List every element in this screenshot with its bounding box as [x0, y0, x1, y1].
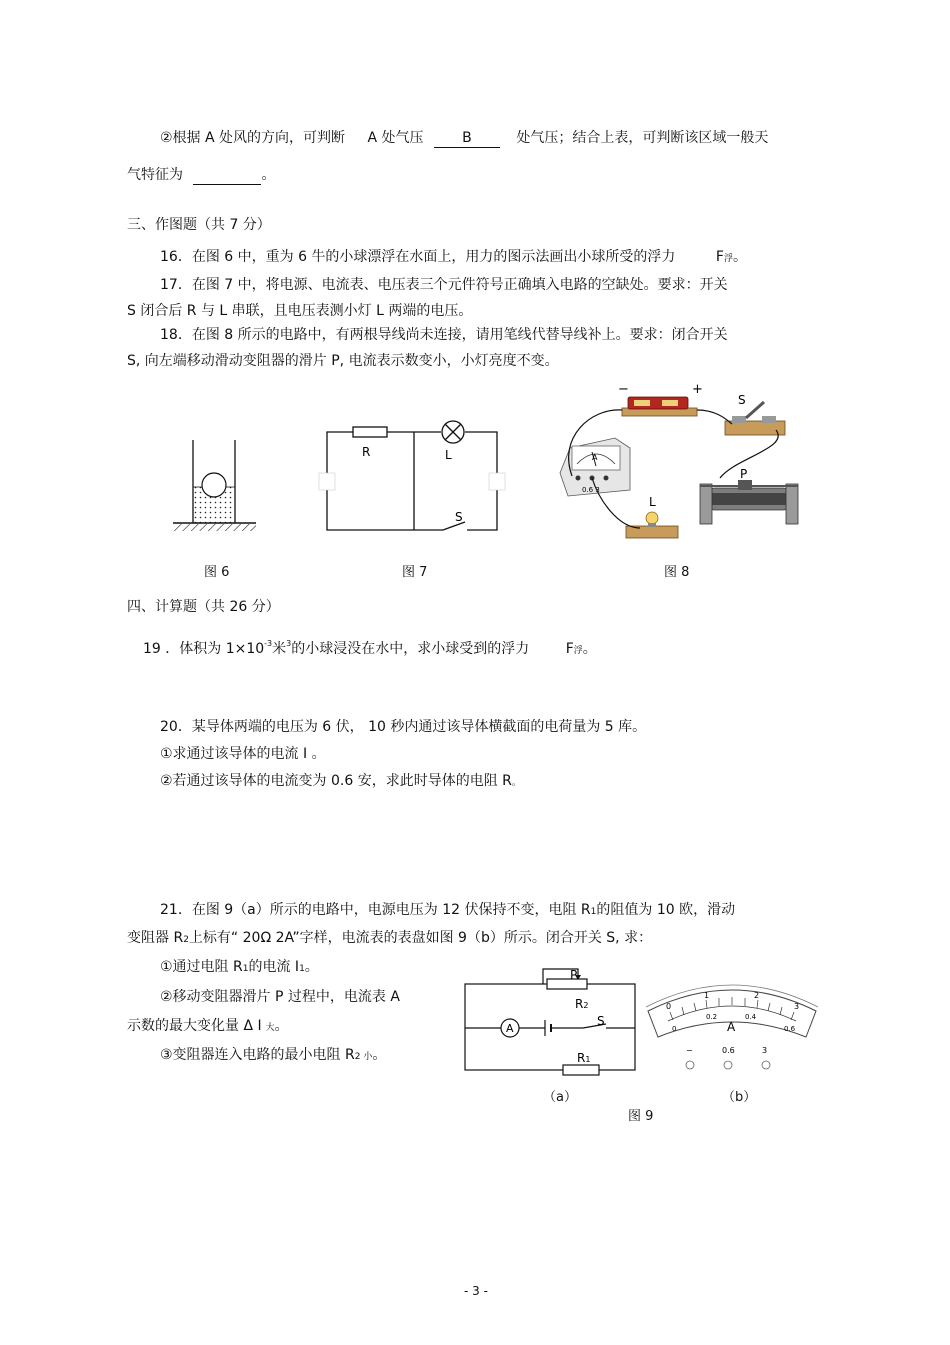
fig8-terminals: 0.6 3 — [582, 486, 600, 494]
dial-top-3: 3 — [794, 1002, 800, 1011]
q16-symbol: F — [715, 249, 724, 265]
dial-top-1: 1 — [704, 991, 710, 1000]
q15-line2-text: 气特征为 — [127, 167, 183, 183]
fig9a-label-R1: R1 — [577, 1051, 591, 1065]
q19-end: 。 — [582, 641, 597, 657]
q21-item1-text-b: 的电流 I — [248, 959, 300, 975]
fig9-caption: 图 9 — [628, 1109, 654, 1124]
q21-item1-text: ①通过电阻 R — [160, 959, 243, 975]
fig8-label-S: S — [738, 393, 746, 407]
fig9a-label-S: S — [597, 1014, 605, 1028]
floating-ball — [202, 473, 226, 497]
fig8-caption: 图 8 — [664, 565, 690, 580]
q18-line1: 18．在图 8 所示的电路中，有两根导线尚未连接，请用笔线代替导线补上。要求：闭合开关 — [160, 327, 728, 343]
fig9b-label: （b） — [722, 1090, 757, 1105]
q21-item2b — [127, 1017, 289, 1037]
q15-line2-end: 。 — [261, 167, 276, 183]
q15-line1 — [160, 129, 768, 148]
fig8-label-L: L — [649, 495, 656, 509]
figure-9b-ammeter-dial — [642, 977, 822, 1079]
terminal-3: 3 — [762, 1046, 768, 1055]
q20-line3 — [160, 772, 521, 792]
q20-line3-text: ②若通过该导体的电流变为 0.6 安，求此时导体的电阻 R — [160, 773, 512, 789]
q19-sub: 浮 — [573, 646, 583, 656]
figure-8 — [550, 378, 810, 546]
fig8-ammeter-A: A — [592, 453, 598, 462]
rheostat-R2 — [547, 979, 587, 989]
q21-line2-text-b: 上标有“ 20Ω 2A”字样，电流表的表盘如图 9（b）所示。闭合开关 S, 求： — [188, 930, 653, 946]
q21-item2b-end: 。 — [274, 1018, 289, 1034]
fig7-label-S: S — [455, 510, 463, 524]
q19-text-c: 的小球浸没在水中，求小球受到的浮力 — [291, 641, 530, 657]
lamp-holder — [626, 512, 678, 538]
q17-line2: S 闭合后 R 与 L 串联，且电压表测小灯 L 两端的电压。 — [127, 303, 473, 319]
figure-6 — [168, 435, 260, 540]
q21-line2 — [127, 929, 652, 949]
figure-7 — [315, 418, 515, 536]
resistor-R — [353, 427, 387, 437]
q21-line2-sub: 2 — [183, 935, 189, 945]
rheostat — [700, 480, 798, 524]
q21-item2: ②移动变阻器滑片 P 过程中，电流表 A — [160, 989, 400, 1005]
dial-unit-A: A — [727, 1020, 736, 1034]
dial-top-0: 0 — [666, 1002, 672, 1011]
q20-line1: 20．某导体两端的电压为 6 伏， 10 秒内通过该导体横截面的电荷量为 5 库。 — [160, 719, 647, 735]
terminal-0-6: 0.6 — [722, 1046, 735, 1055]
q19-exp1: -3 — [264, 639, 273, 648]
dial-bottom-0: 0 — [672, 1025, 677, 1033]
q18-line2: S, 向左端移动滑动变阻器的滑片 P, 电流表示数变小，小灯亮度不变。 — [127, 353, 559, 369]
q21-line1-sub: 1 — [590, 907, 597, 917]
fig8-minus: − — [618, 382, 629, 397]
section4-heading: 四、计算题（共 26 分） — [127, 599, 280, 615]
battery — [622, 397, 697, 416]
page-number: - 3 - — [464, 1284, 488, 1298]
q21-line1-text: 21．在图 9（a）所示的电路中，电源电压为 12 伏保持不变，电阻 R — [160, 902, 591, 918]
fig9a-label-A: A — [506, 1022, 514, 1035]
q15-blank-weather — [193, 166, 261, 185]
q16 — [160, 248, 747, 268]
q20-line3-end: 。 — [511, 778, 521, 788]
fig9a-label-R2: R2 — [575, 997, 589, 1011]
q15-text-a: ②根据 A 处风的方向，可判断 — [160, 130, 346, 146]
figure-9a — [458, 964, 643, 1076]
dial-bottom-3: 0.6 — [784, 1025, 796, 1033]
q21-item1-sub2: 1 — [299, 964, 305, 974]
q17-line1: 17．在图 7 中，将电源、电流表、电压表三个元件符号正确填入电路的空缺处。要求：开关 — [160, 277, 728, 293]
fig7-label-L: L — [445, 448, 452, 462]
q19 — [143, 635, 597, 660]
fig7-caption: 图 7 — [402, 565, 428, 580]
q21-line1 — [160, 901, 735, 921]
q16-end: 。 — [732, 249, 747, 265]
q19-symbol: F — [565, 641, 574, 657]
q16-sub: 浮 — [723, 254, 733, 264]
q21-line2-text: 变阻器 R — [127, 930, 184, 946]
section3-heading: 三、作图题（共 7 分） — [127, 217, 271, 233]
q15-blank-answer: B — [434, 129, 500, 148]
q20-line2: ①求通过该导体的电流 I 。 — [160, 746, 326, 762]
fig8-plus: + — [692, 382, 703, 397]
q21-item1-sub: 1 — [242, 964, 249, 974]
q21-item1 — [160, 958, 319, 978]
terminal-minus: − — [686, 1046, 693, 1055]
q21-item3-end: 。 — [372, 1047, 387, 1063]
q21-item3 — [160, 1046, 386, 1066]
q19-text-a: 19 ．体积为 1×10 — [143, 641, 265, 657]
dial-top-2: 2 — [754, 991, 760, 1000]
q21-item1-end: 。 — [304, 959, 319, 975]
dial-bottom-1: 0.2 — [706, 1013, 718, 1021]
q16-text: 16．在图 6 中，重为 6 牛的小球漂浮在水面上，用力的图示法画出小球所受的浮力 — [160, 249, 676, 265]
fig8-label-P: P — [740, 467, 748, 481]
resistor-R1 — [563, 1065, 599, 1075]
q21-item2b-text: 示数的最大变化量 Δ I — [127, 1018, 262, 1034]
q15-text-c: 处气压；结合上表，可判断该区域一般天 — [516, 130, 769, 146]
q21-item3-text: ③变阻器连入电路的最小电阻 R — [160, 1047, 355, 1063]
fig9a-label: （a） — [543, 1090, 577, 1105]
q21-line1-text-b: 的阻值为 10 欧，滑动 — [596, 902, 736, 918]
fig6-caption: 图 6 — [204, 565, 230, 580]
fig7-label-R: R — [362, 445, 371, 459]
q21-item3-sub: 2 小 — [354, 1052, 373, 1062]
dial-bottom-2: 0.4 — [745, 1013, 757, 1021]
fig9a-label-P: P — [570, 968, 578, 982]
q19-exp2: 3 — [286, 639, 292, 648]
q19-text-b: 米 — [272, 641, 287, 657]
q15-text-b: A 处气压 — [367, 130, 424, 146]
q21-item2b-sub: 大 — [265, 1023, 275, 1033]
q15-line2 — [127, 166, 275, 185]
